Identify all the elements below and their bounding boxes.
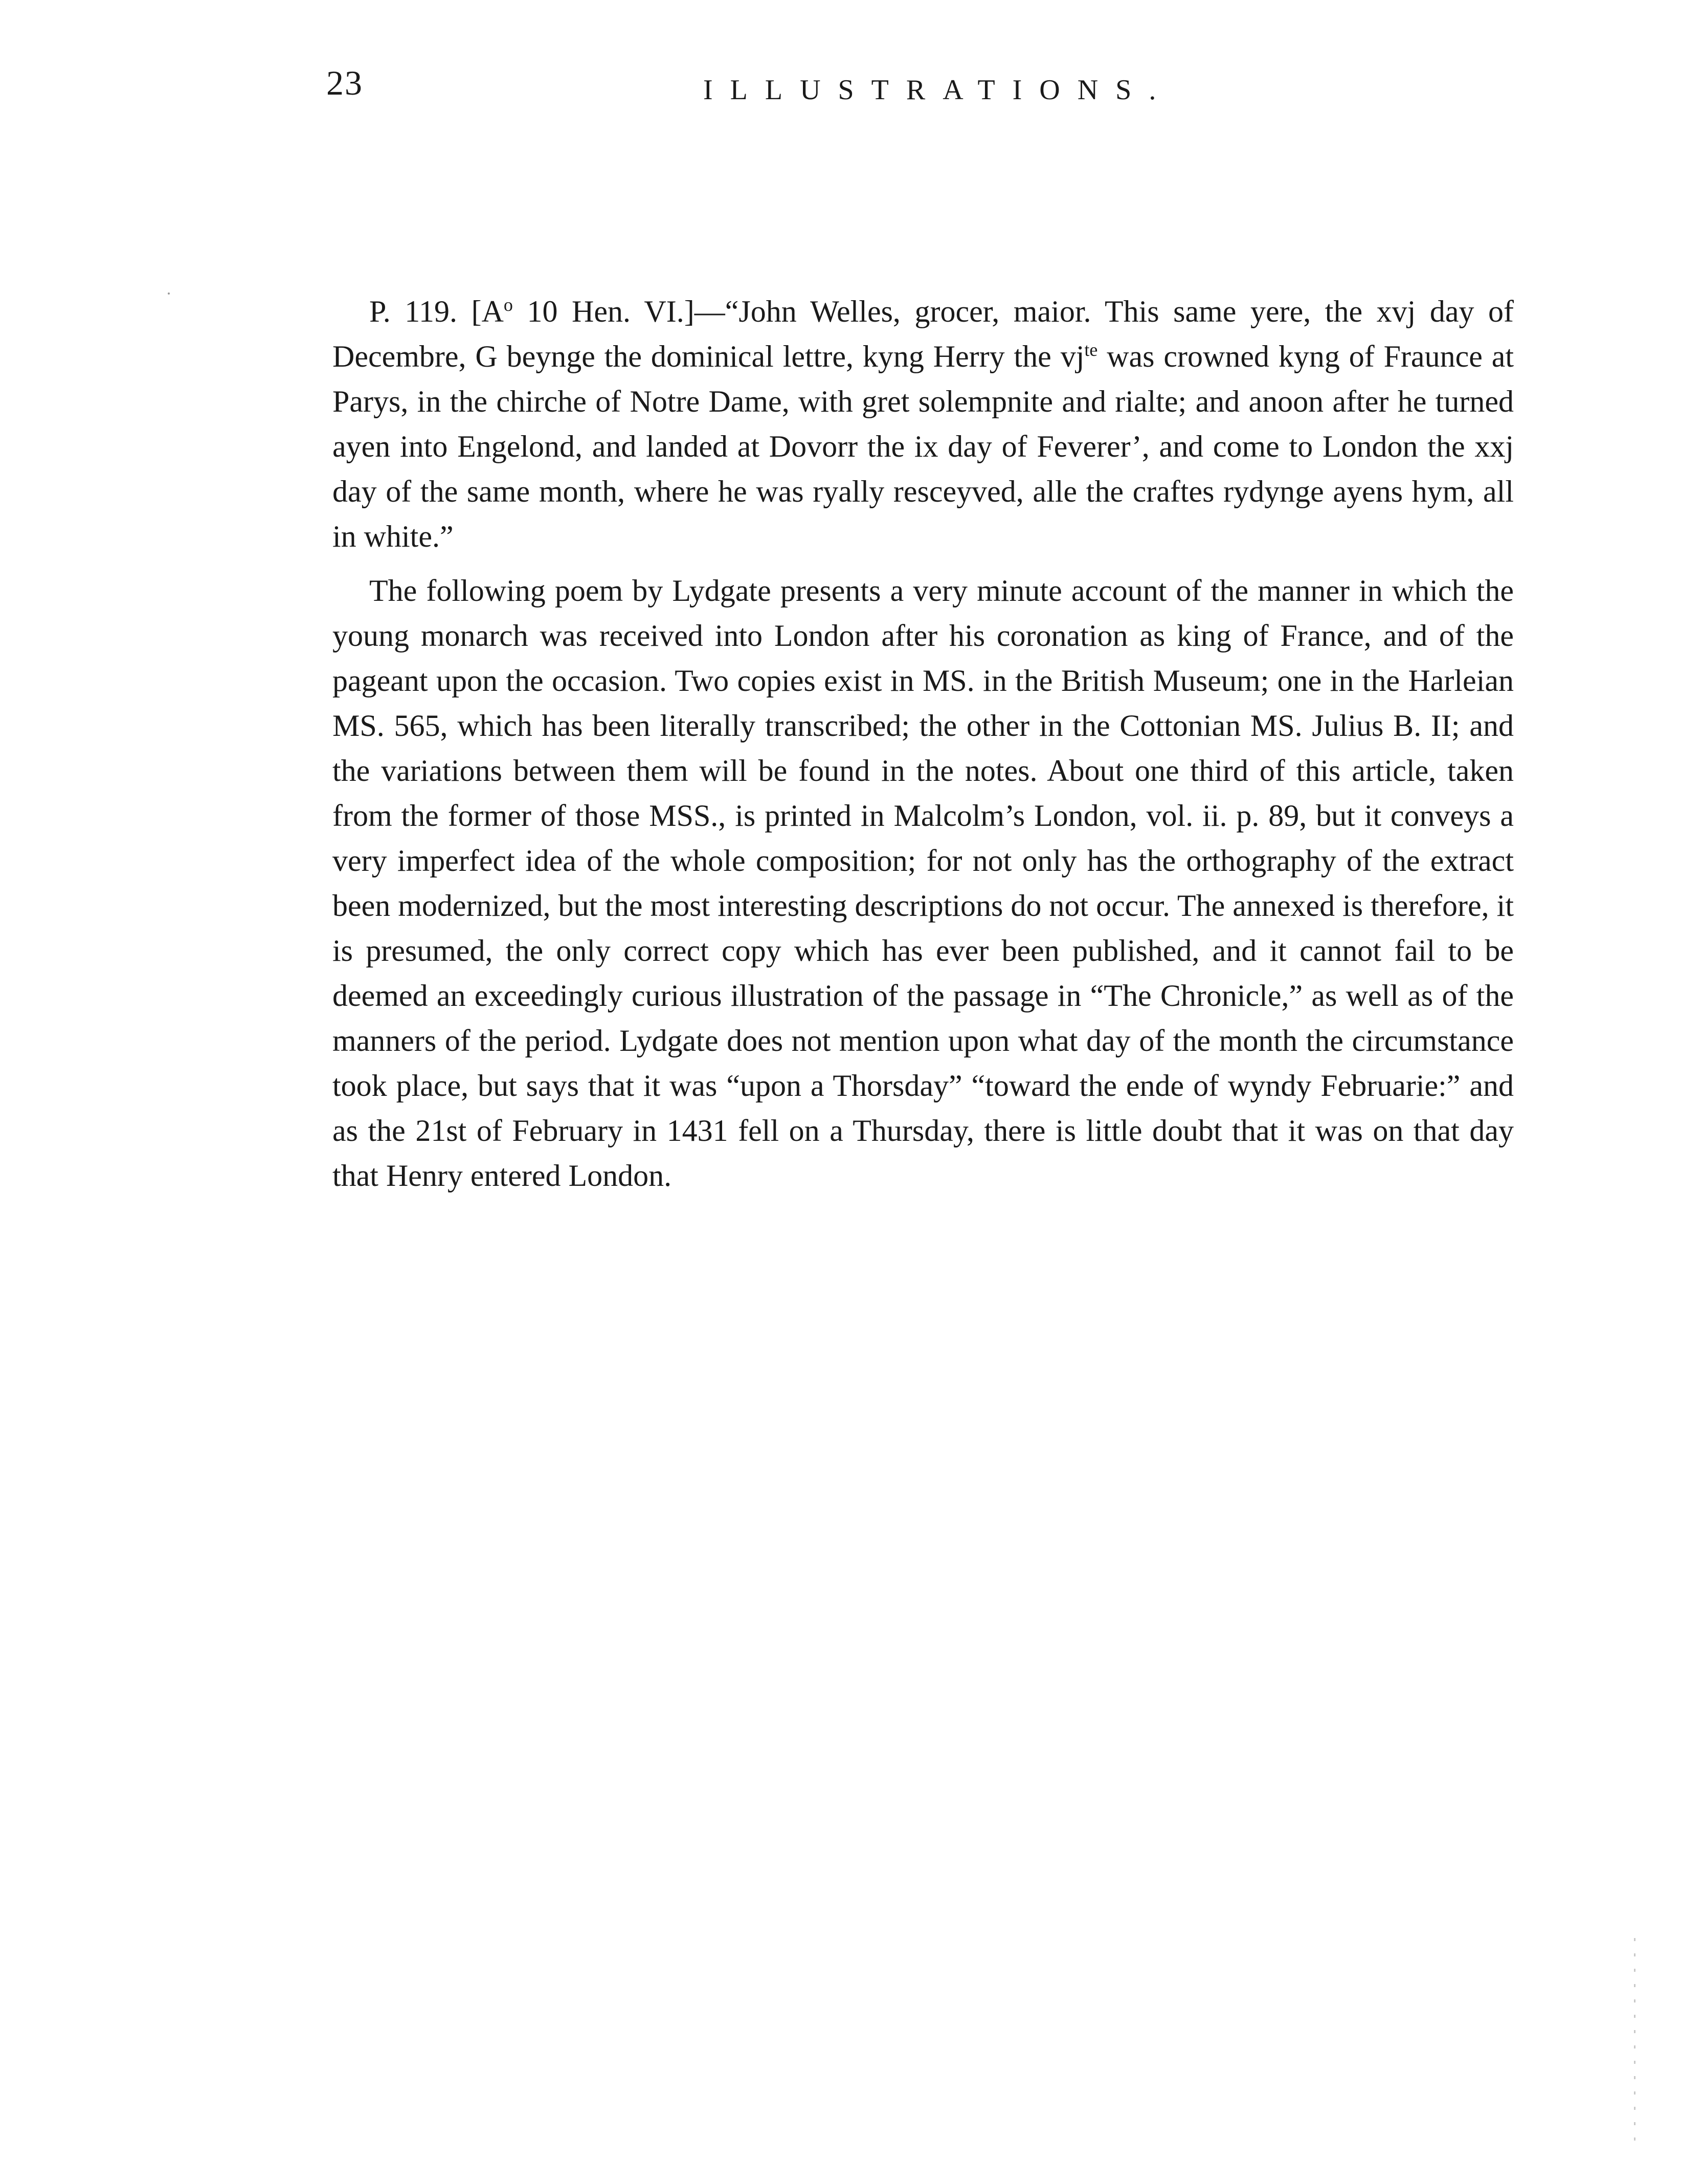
paragraph-chronicle-extract (332, 289, 1514, 559)
page-number: 23 (326, 63, 363, 102)
paragraph-1-part-2: 10 Hen. VI.]—“John Welles, grocer, maior. This same yere, the xvj day of Decembre, G beynge the dominical lettre, kyng Herry the vj (332, 295, 1514, 373)
superscript-ordinal: te (1084, 340, 1098, 360)
scan-edge-marks (1634, 1938, 1635, 2153)
superscript-anno: o (503, 295, 513, 315)
paragraph-lydgate-poem-note: The following poem by Lydgate presents a very minute account of the manner in which the young monarch was received into London after his coronation as king of France, and of the pageant upon the occasion. Two copies exist in MS. in the British Museum; one in the Harleian MS. 565, which has been literally transcribed; the other in the Cottonian MS. Julius B. II; and the variations between them will be found in the notes. About one third of this article, taken from the former of those MSS., is printed in Malcolm’s London, vol. ii. p. 89, but it conveys a very imperfect idea of the whole composition; for not only has the orthography of the extract been modernized, but the most interesting descriptions do not occur. The annexed is therefore, it is presumed, the only correct copy which has ever been published, and it cannot fail to be deemed an exceedingly curious illustration of the passage in “The Chronicle,” as well as of the manners of the period. Lydgate does not mention upon what day of the month the circumstance took place, but says that it was “upon a Thorsday” “toward the ende of wyndy Februarie:” and as the 21st of February in 1431 fell on a Thursday, there is little doubt that it was on that day that Henry entered London. (332, 574, 1514, 1192)
running-head: ILLUSTRATIONS. (703, 74, 1174, 106)
main-text (332, 289, 1514, 1198)
margin-speck (168, 292, 170, 295)
paragraph-1-part-1: P. 119. [A (369, 295, 504, 328)
paragraph-1-part-3: was crowned kyng of Fraunce at Parys, in the chirche of Notre Dame, with gret solempnite and rialte; and anoon after he turned ayen into Engelond, and landed at Dovorr the ix day of Feverer’, and come to London the xxj day of the same month, where he was ryally resceyved, alle the craftes rydynge ayens hym, all in white.” (332, 340, 1514, 553)
